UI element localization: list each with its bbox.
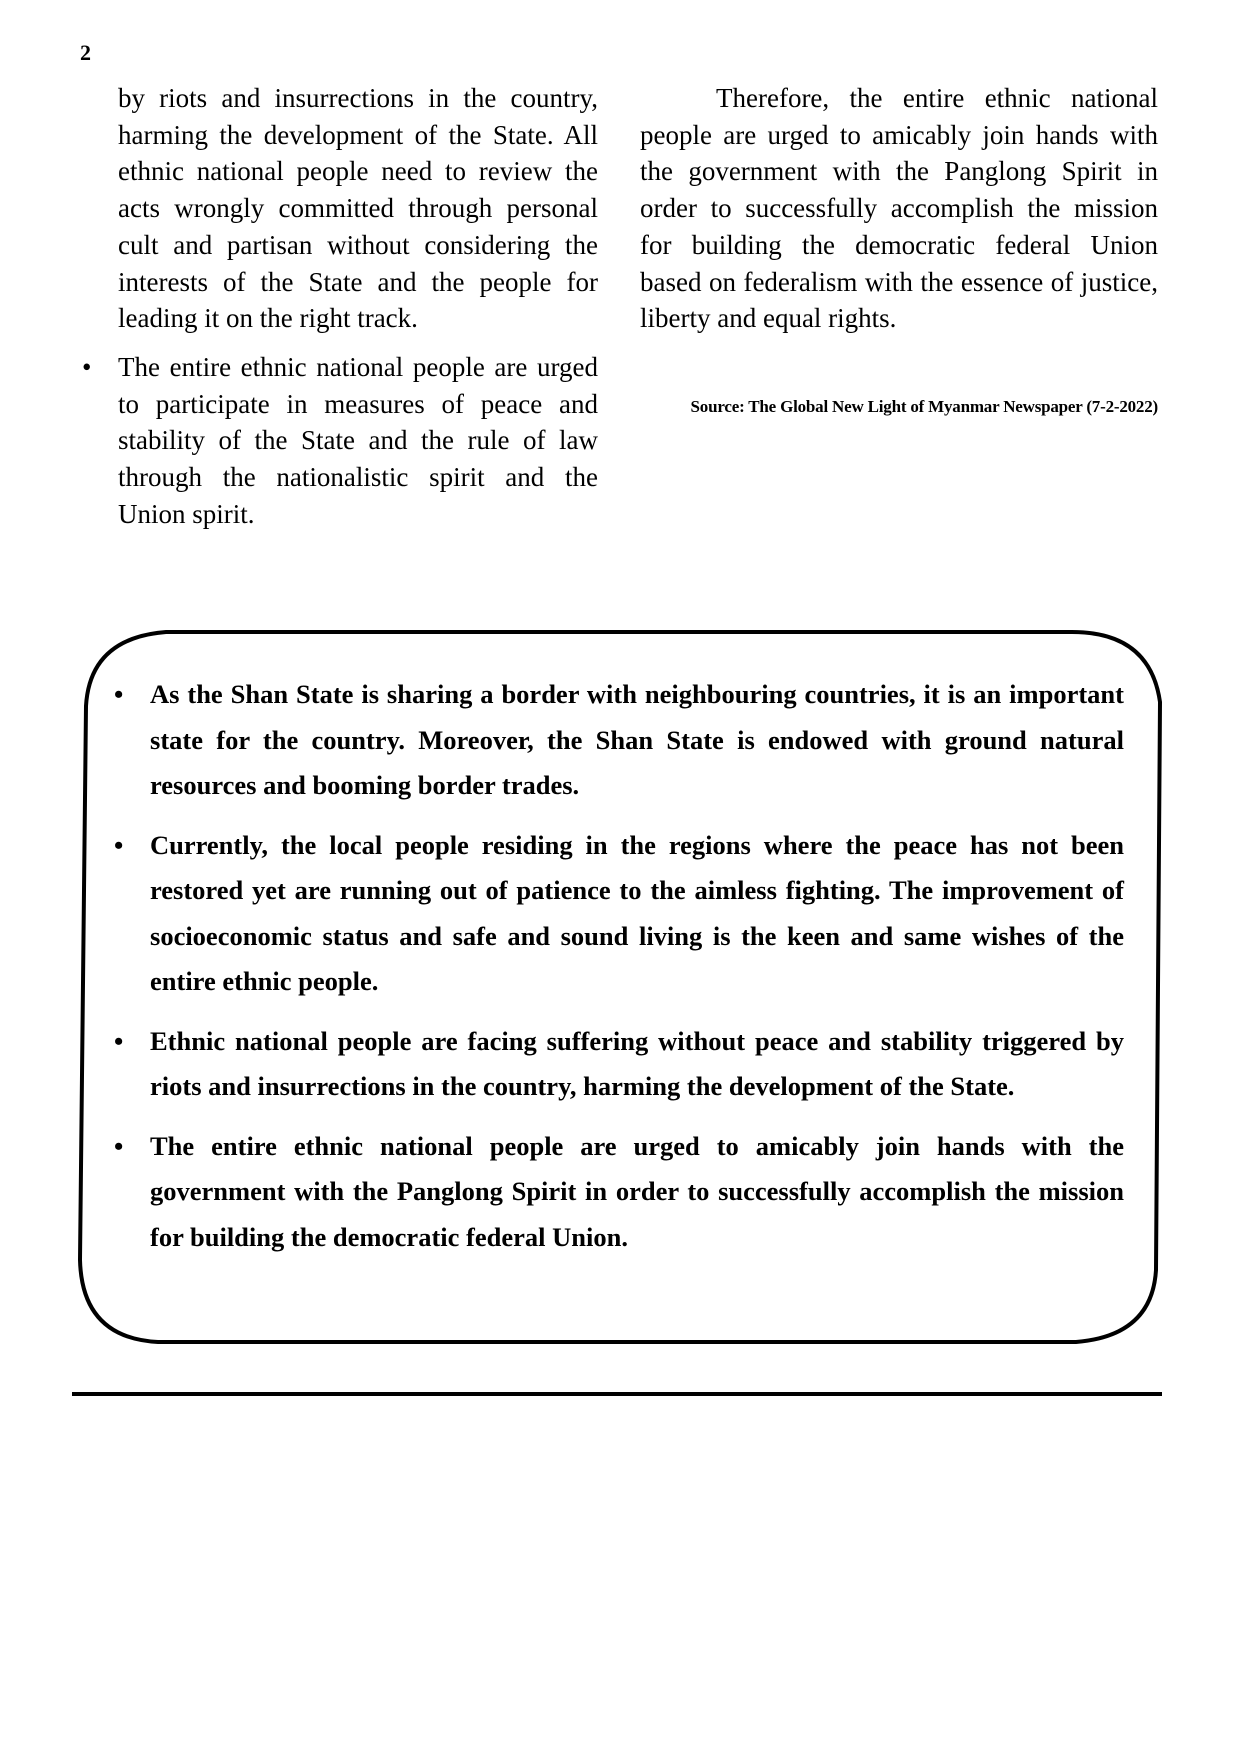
summary-box — [114, 672, 1124, 1274]
horizontal-divider — [72, 1392, 1162, 1396]
left-column — [82, 80, 598, 532]
bullet-icon: • — [114, 1025, 124, 1056]
bullet-icon: • — [114, 1130, 124, 1161]
summary-item-text: The entire ethnic national people are urged to amicably join hands with the government with the Panglong Spirit in order to successfully accomplish the mission for building the democratic federal Union. — [150, 1130, 1124, 1252]
left-bullet-text: The entire ethnic national people are urged to participate in measures of peace and stability of the State and the rule of law through the nationalistic spirit and the Union spirit. — [118, 351, 598, 529]
left-paragraph: by riots and insurrections in the country, harming the development of the State. All ethnic national people need to review the acts wrongly committed through personal cult and partisan without considering the interests of the State and the people for leading it on the right track. — [118, 83, 598, 334]
summary-item-text: Currently, the local people residing in the regions where the peace has not been restored yet are running out of patience to the aimless fighting. The improvement of socioeconomic status and safe and sound living is the keen and same wishes of the entire ethnic people. — [150, 829, 1124, 996]
summary-item-text: As the Shan State is sharing a border with neighbouring countries, it is an important state for the country. Moreover, the Shan State is endowed with ground natural resources and booming border trades. — [150, 679, 1124, 800]
right-column — [640, 80, 1158, 426]
source-citation: Source: The Global New Light of Myanmar Newspaper (7-2-2022) — [690, 396, 1158, 416]
summary-item — [114, 1019, 1124, 1110]
summary-item — [114, 672, 1124, 809]
summary-item-text: Ethnic national people are facing suffering without peace and stability triggered by riots and insurrections in the country, harming the development of the State. — [150, 1025, 1124, 1101]
page-number: 2 — [80, 40, 91, 65]
right-paragraph: Therefore, the entire ethnic national people are urged to amicably join hands with the government with the Panglong Spirit in order to successfully accomplish the mission for building the democratic federal Union based on federalism with the essence of justice, liberty and equal rights. — [640, 83, 1158, 334]
bullet-icon: • — [114, 829, 124, 860]
bullet-icon: • — [114, 679, 124, 709]
summary-item — [114, 823, 1124, 1005]
summary-item — [114, 1124, 1124, 1261]
left-bullet-item — [82, 349, 598, 533]
bullet-icon: • — [82, 351, 92, 382]
